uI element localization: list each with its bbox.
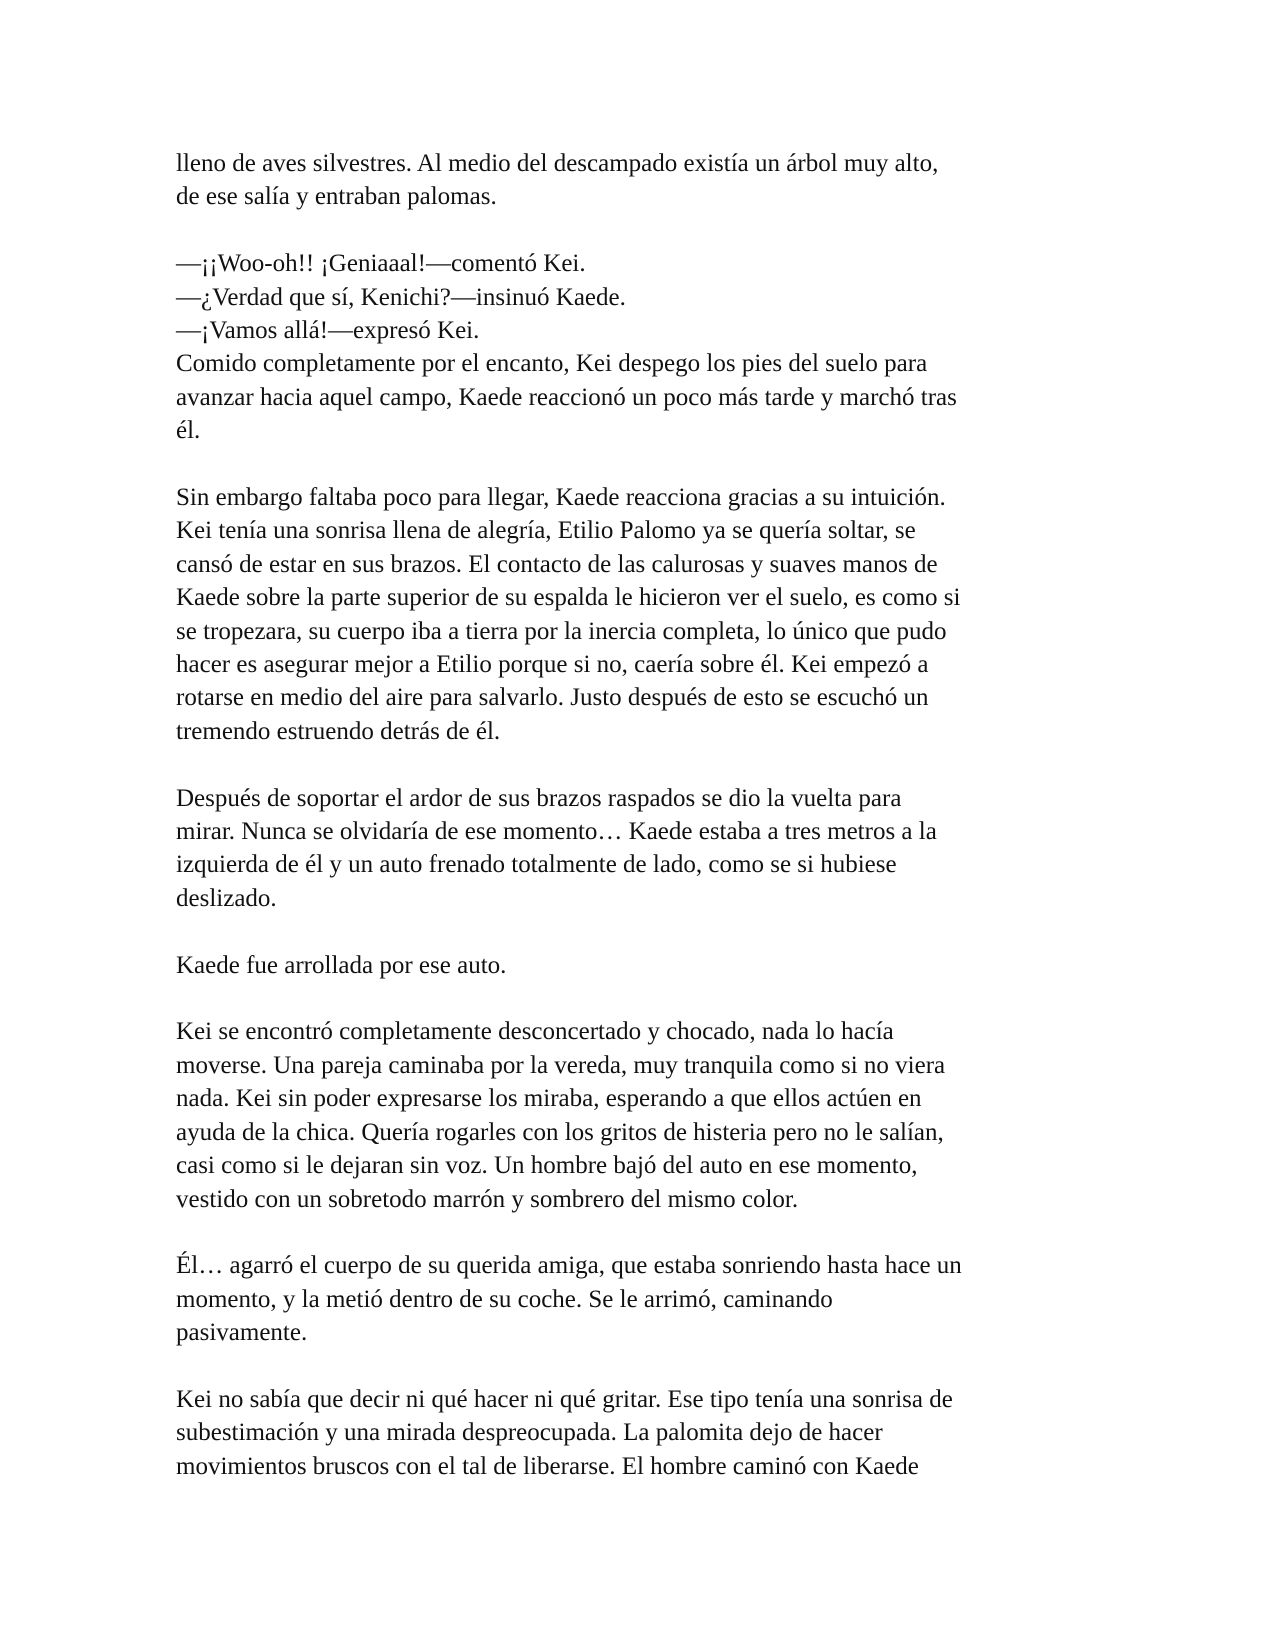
paragraph-gap bbox=[176, 748, 1106, 781]
text-line: movimientos bruscos con el tal de liberarse. El hombre caminó con Kaede bbox=[176, 1452, 919, 1480]
text-line: subestimación y una mirada despreocupada. La palomita dejo de hacer bbox=[176, 1419, 883, 1447]
text-line: pasivamente. bbox=[176, 1319, 308, 1347]
text-line: lleno de aves silvestres. Al medio del descampado existía un árbol muy alto, bbox=[176, 150, 939, 177]
text-line: casi como si le dejaran sin voz. Un hombre bajó del auto en ese momento, bbox=[176, 1152, 918, 1180]
text-line: mirar. Nunca se olvidaría de ese momento… Kaede estaba a tres metros a la bbox=[176, 818, 937, 846]
text-line: él. bbox=[176, 417, 201, 445]
text-line: se tropezara, su cuerpo iba a tierra por la inercia completa, lo único que pudo bbox=[176, 617, 947, 645]
paragraph-gap bbox=[176, 214, 1106, 247]
text-line: Kaede fue arrollada por ese auto. bbox=[176, 951, 507, 979]
text-line: —¡Vamos allá!—expresó Kei. bbox=[176, 317, 480, 345]
paragraph-gap bbox=[176, 982, 1106, 1015]
body-text bbox=[176, 147, 1106, 1483]
text-line: tremendo estruendo detrás de él. bbox=[176, 717, 501, 745]
text-line: avanzar hacia aquel campo, Kaede reaccionó un poco más tarde y marchó tras bbox=[176, 383, 957, 411]
text-line: momento, y la metió dentro de su coche. Se le arrimó, caminando bbox=[176, 1285, 833, 1313]
text-line: deslizado. bbox=[176, 884, 277, 912]
text-line: vestido con un sobretodo marrón y sombrero del mismo color. bbox=[176, 1185, 799, 1213]
text-line: cansó de estar en sus brazos. El contacto de las calurosas y suaves manos de bbox=[176, 550, 938, 578]
text-line: nada. Kei sin poder expresarse los miraba, esperando a que ellos actúen en bbox=[176, 1085, 922, 1113]
text-line: —¿Verdad que sí, Kenichi?—insinuó Kaede. bbox=[176, 283, 626, 311]
paragraph-gap bbox=[176, 1216, 1106, 1249]
text-line: Él… agarró el cuerpo de su querida amiga, que estaba sonriendo hasta hace un bbox=[176, 1252, 962, 1280]
text-line: rotarse en medio del aire para salvarlo. Justo después de esto se escuchó un bbox=[176, 684, 929, 712]
text-line: Comido completamente por el encanto, Kei despego los pies del suelo para bbox=[176, 350, 928, 378]
text-line: Kei tenía una sonrisa llena de alegría, Etilio Palomo ya se quería soltar, se bbox=[176, 517, 916, 545]
text-line: Kei no sabía que decir ni qué hacer ni qué gritar. Ese tipo tenía una sonrisa de bbox=[176, 1385, 953, 1413]
text-line: —¡¡Woo-oh!! ¡Geniaaal!—comentó Kei. bbox=[176, 250, 586, 278]
text-line: Kei se encontró completamente desconcertado y chocado, nada lo hacía bbox=[176, 1018, 894, 1046]
text-line: hacer es asegurar mejor a Etilio porque si no, caería sobre él. Kei empezó a bbox=[176, 651, 929, 679]
paragraph-gap bbox=[176, 915, 1106, 948]
text-line: ayuda de la chica. Quería rogarles con los gritos de histeria pero no le salían, bbox=[176, 1118, 944, 1146]
text-line: Kaede sobre la parte superior de su espalda le hicieron ver el suelo, es como si bbox=[176, 584, 961, 612]
paragraph-gap bbox=[176, 448, 1106, 481]
text-line: Sin embargo faltaba poco para llegar, Kaede reacciona gracias a su intuición. bbox=[176, 484, 946, 512]
paragraph-gap bbox=[176, 1350, 1106, 1383]
text-line: moverse. Una pareja caminaba por la vereda, muy tranquila como si no viera bbox=[176, 1051, 946, 1079]
text-line: Después de soportar el ardor de sus brazos raspados se dio la vuelta para bbox=[176, 784, 902, 812]
text-line: de ese salía y entraban palomas. bbox=[176, 183, 497, 211]
text-line: izquierda de él y un auto frenado totalmente de lado, como se si hubiese bbox=[176, 851, 897, 879]
